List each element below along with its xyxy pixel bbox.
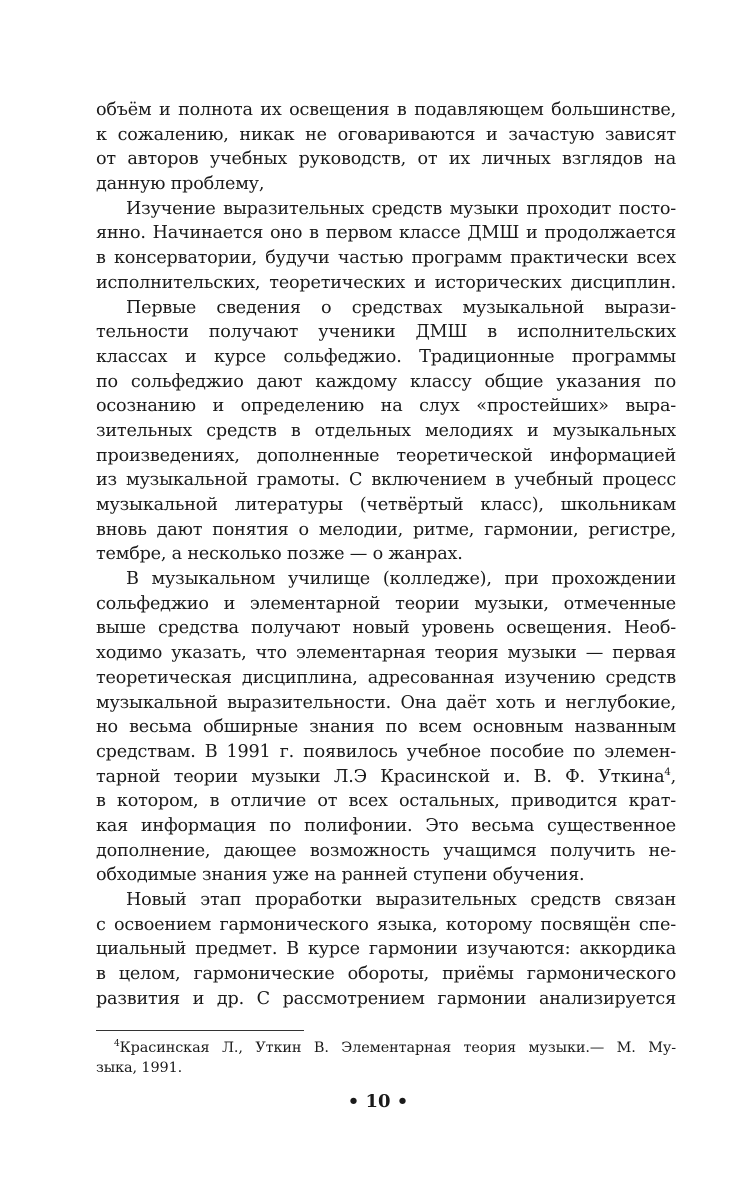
text-line: выше средства получают новый уровень освещения. Необ- — [96, 618, 676, 639]
footnote-ref-comma: , — [670, 766, 676, 787]
text-line: в котором, в отличие от всех остальных, приводится крат- — [96, 791, 676, 812]
text-line: циальный предмет. В курсе гармонии изучаются: аккордика — [96, 939, 676, 960]
text-line: произведениях, дополненные теоретической информацией — [96, 445, 676, 466]
text-line: Изучение выразительных средств музыки проходит посто- — [126, 198, 676, 219]
footnote-line: зыка, 1991. — [96, 1060, 183, 1076]
text-line: вновь дают понятия о мелодии, ритме, гармонии, регистре, — [96, 519, 676, 540]
page-number: • 10 • — [347, 1091, 409, 1112]
text-line: по сольфеджио дают каждому классу общие указания по — [96, 371, 676, 392]
text-line: в целом, гармонические обороты, приёмы гармонического — [96, 964, 676, 985]
text-line: с освоением гармонического языка, которому посвящён спе- — [96, 914, 676, 935]
text-line: музыкальной литературы (четвёртый класс), школьникам — [96, 495, 676, 515]
text-line: к сожалению, никак не оговариваются и зачастую зависят — [96, 124, 676, 145]
text-line: тельности получают ученики ДМШ в исполнительских — [96, 322, 676, 343]
text-line: теоретическая дисциплина, адресованная изучению средств — [96, 667, 676, 688]
text-line: классах и курсе сольфеджио. Традиционные программы — [96, 346, 676, 367]
text-line: в консерватории, будучи частью программ практически всех — [96, 248, 676, 269]
text-line: развития и др. С рассмотрением гармонии анализируется — [96, 988, 676, 1009]
text-line: янно. Начинается оно в первом классе ДМШ и продолжается — [96, 223, 676, 244]
text-line: Первые сведения о средствах музыкальной вырази- — [126, 297, 676, 318]
footnote-reference[interactable]: 4 — [664, 766, 671, 778]
text-line: но весьма обширные знания по всем основным названным — [96, 717, 676, 738]
footnote-marker: 4 — [114, 1039, 120, 1049]
text-line: обходимые знания уже на ранней ступени обучения. — [96, 865, 585, 886]
footnote-line — [96, 1038, 676, 1058]
footnote-text: Красинская Л., Уткин В. Элементарная теория музыки.— М. Му- — [119, 1040, 676, 1056]
text-line: ходимо указать, что элементарная теория музыки — первая — [96, 643, 676, 664]
text-line: кая информация по полифонии. Это весьма существенное — [96, 815, 676, 836]
text-line: В музыкальном училище (колледже), при прохождении — [126, 569, 676, 590]
text-line: сольфеджио и элементарной теории музыки, отмеченные — [96, 593, 676, 614]
text-line: от авторов учебных руководств, от их личных взглядов на — [96, 149, 676, 170]
text-line: осознанию и определению на слух «простейших» выра- — [96, 396, 676, 417]
text-line: тембре, а несколько позже — о жанрах. — [96, 544, 463, 565]
footnote — [96, 1038, 676, 1078]
text-line: исполнительских, теоретических и исторических дисциплин. — [96, 272, 676, 293]
text-line: данную проблему, — [96, 174, 265, 195]
text-line: зительных средств в отдельных мелодиях и музыкальных — [96, 420, 676, 441]
body-text — [96, 98, 676, 1011]
text-line: дополнение, дающее возможность учащимся получить не- — [96, 840, 676, 861]
text-line: музыкальной выразительности. Она даёт хоть и неглубокие, — [96, 692, 676, 713]
text-line: средствам. В 1991 г. появилось учебное пособие по элемен- — [96, 741, 676, 762]
footnote-divider — [96, 1030, 304, 1031]
text-line-content: тарной теории музыки Л.Э Красинской и. В. Ф. Уткина — [96, 766, 665, 787]
text-line: из музыкальной грамоты. С включением в учебный процесс — [96, 470, 676, 491]
text-line: Новый этап проработки выразительных средств связан — [126, 890, 676, 910]
text-line-with-footnote-ref — [96, 765, 676, 790]
text-line: объём и полнота их освещения в подавляющем большинстве, — [96, 100, 676, 120]
